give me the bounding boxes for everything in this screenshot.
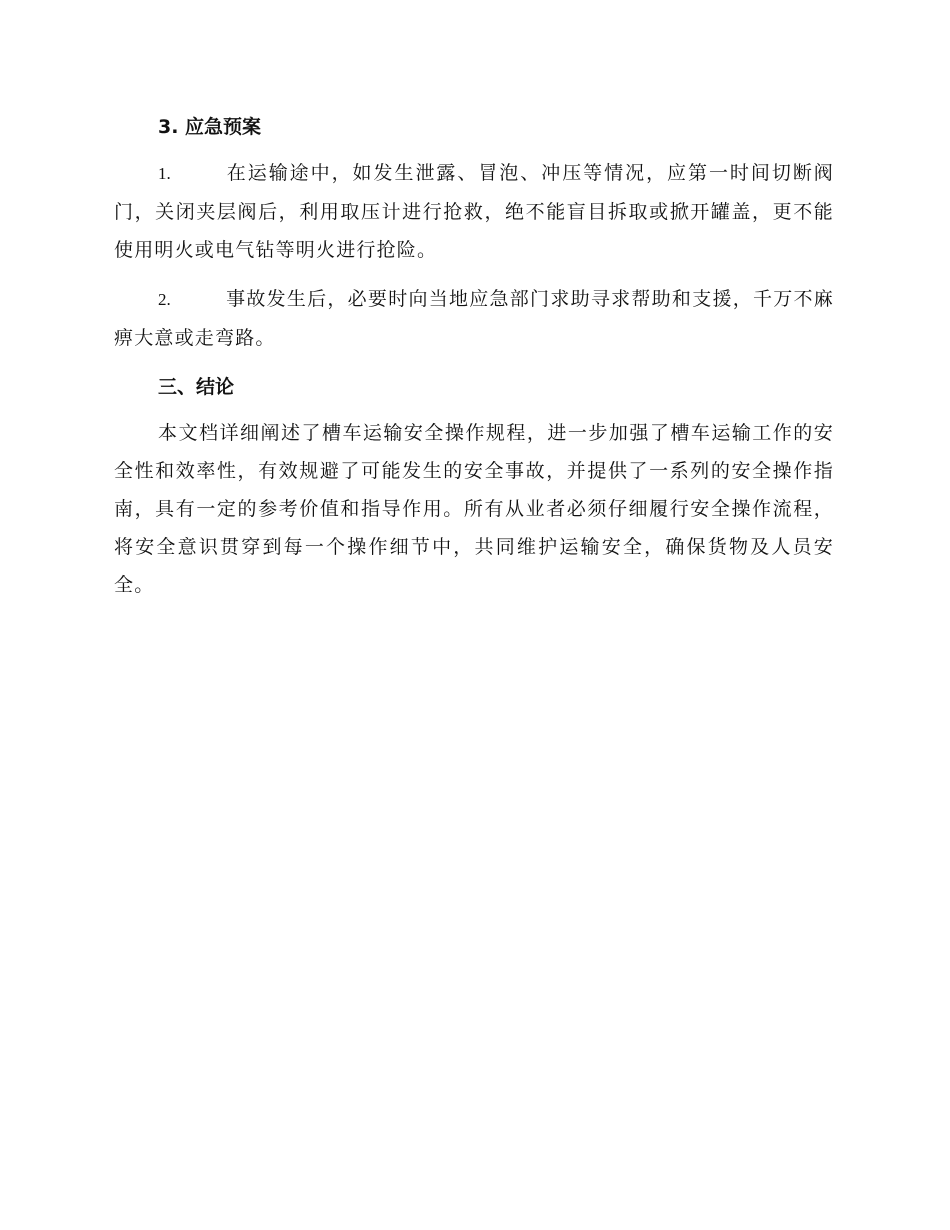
- emergency-item-2: [114, 280, 834, 357]
- list-number: 2.: [158, 290, 171, 309]
- document-body: [114, 108, 834, 615]
- emergency-item-1: [114, 154, 834, 269]
- emergency-plan-heading: 3. 应急预案: [158, 116, 262, 138]
- list-number: 1.: [158, 164, 171, 183]
- list-text: 事故发生后，必要时向当地应急部门求助寻求帮助和支援，千万不麻痹大意或走弯路。: [114, 288, 834, 349]
- conclusion-paragraph: 本文档详细阐述了槽车运输安全操作规程，进一步加强了槽车运输工作的安全性和效率性，有效规避了可能发生的安全事故，并提供了一系列的安全操作指南，具有一定的参考价值和指导作用。所有从业者必须仔细履行安全操作流程，将安全意识贯穿到每一个操作细节中，共同维护运输安全，确保货物及人员安全。: [114, 422, 834, 596]
- list-text: 在运输途中，如发生泄露、冒泡、冲压等情况，应第一时间切断阀门，关闭夹层阀后，利用取压计进行抢救，绝不能盲目拆取或掀开罐盖，更不能使用明火或电气钻等明火进行抢险。: [114, 162, 834, 261]
- conclusion-heading: 三、结论: [158, 376, 235, 398]
